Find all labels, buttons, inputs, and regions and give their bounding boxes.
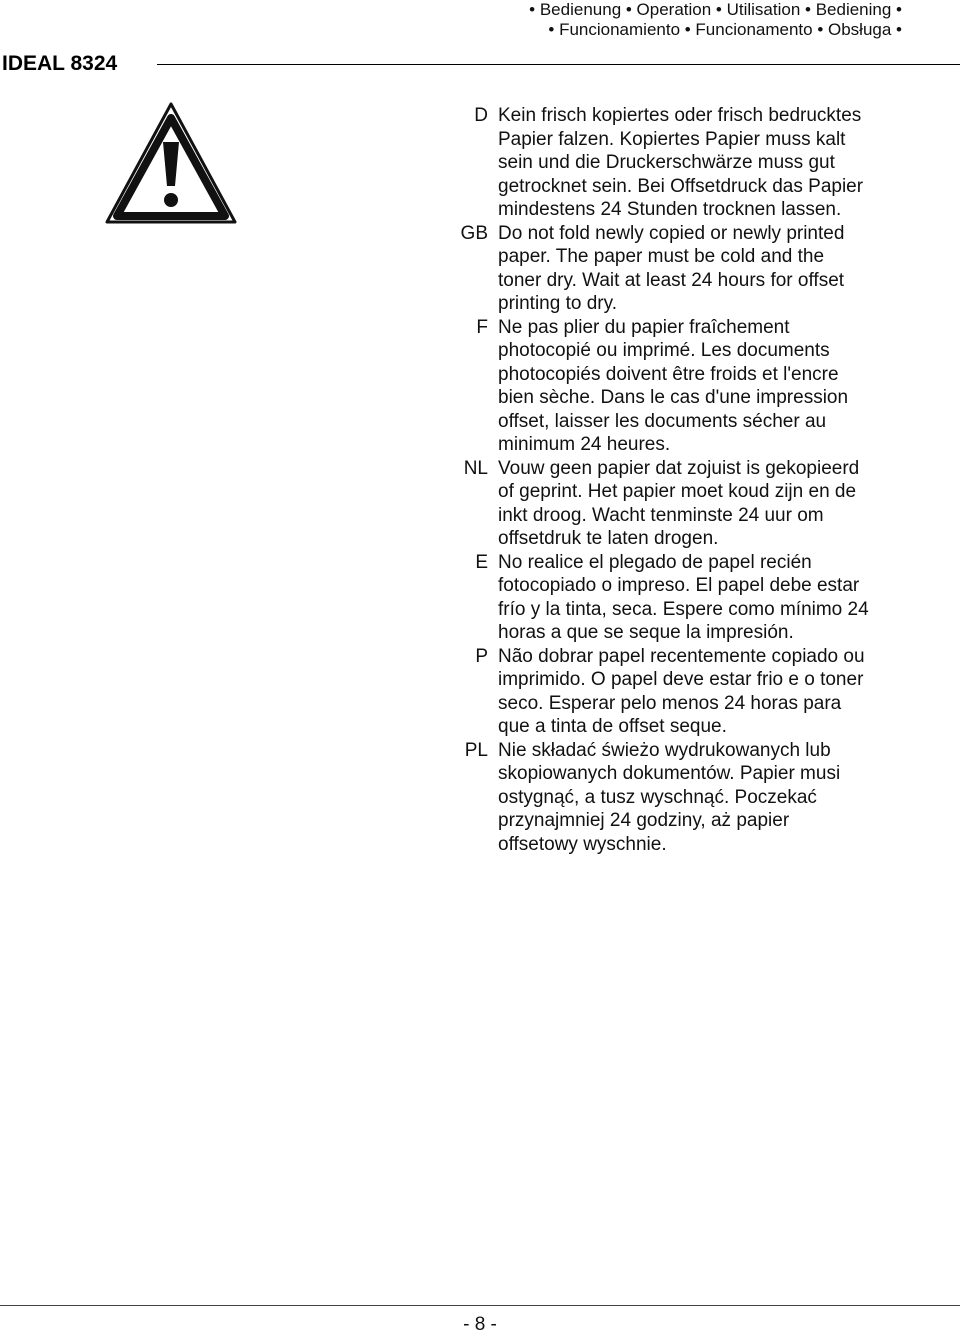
notice-line: fotocopiado o impreso. El papel debe estar	[498, 575, 860, 596]
warning-triangle-exclamation-icon	[101, 98, 241, 228]
language-code: D	[474, 105, 488, 126]
notice-text	[498, 739, 918, 857]
notice-text	[498, 104, 918, 222]
notice-line: imprimido. O papel deve estar frio e o toner	[498, 669, 864, 690]
notice-line: Ne pas plier du papier fraîchement	[498, 316, 790, 338]
notice-line: of geprint. Het papier moet koud zijn en de	[498, 481, 857, 502]
notice-line: offsetdruk te laten drogen.	[498, 528, 719, 549]
notice-line: mindestens 24 Stunden trocknen lassen.	[498, 199, 842, 220]
notice-line: printing to dry.	[498, 293, 617, 314]
footer-divider	[0, 1305, 960, 1306]
notice-line: skopiowanych dokumentów. Papier musi	[498, 763, 841, 784]
notice-line: frío y la tinta, seca. Espere como mínimo 24	[498, 598, 869, 620]
notice-text	[498, 551, 918, 645]
notice-line: minimum 24 heures.	[498, 434, 671, 455]
notice-line: offsetowy wyschnie.	[498, 833, 667, 855]
notice-entry	[452, 457, 922, 551]
language-code: P	[475, 645, 488, 667]
notice-text	[498, 222, 918, 316]
language-code: GB	[460, 222, 488, 244]
language-code: PL	[464, 739, 488, 761]
notice-line: Papier falzen. Kopiertes Papier muss kalt	[498, 128, 846, 150]
model-name: IDEAL 8324	[2, 52, 118, 75]
notice-line: getrocknet sein. Bei Offsetdruck das Papier	[498, 175, 864, 197]
notice-line: Do not fold newly copied or newly printed	[498, 222, 845, 244]
notice-line: Nie składać świeżo wydrukowanych lub	[498, 739, 831, 761]
notice-entry	[452, 222, 922, 316]
notice-entry	[452, 645, 922, 739]
notice-line: photocopié ou imprimé. Les documents	[498, 340, 830, 361]
notice-line: No realice el plegado de papel recién	[498, 551, 812, 573]
safety-notice-list	[452, 104, 922, 856]
notice-text	[498, 645, 918, 739]
notice-line: offset, laisser les documents sécher au	[498, 410, 827, 432]
notice-entry	[452, 551, 922, 645]
notice-line: seco. Esperar pelo menos 24 horas para	[498, 692, 842, 714]
notice-line: Não dobrar papel recentemente copiado ou	[498, 645, 865, 667]
notice-line: przynajmniej 24 godziny, aż papier	[498, 810, 790, 831]
notice-line: bien sèche. Dans le cas d'une impression	[498, 387, 849, 408]
notice-line: sein und die Druckerschwärze muss gut	[498, 152, 835, 173]
notice-entry	[452, 739, 922, 857]
notice-line: que a tinta de offset seque.	[498, 716, 727, 737]
header-languages-line-2: • Funcionamiento • Funcionamento • Obsługa •	[548, 20, 902, 39]
notice-line: inkt droog. Wacht tenminste 24 uur om	[498, 504, 824, 526]
notice-text	[498, 457, 918, 551]
notice-line: toner dry. Wait at least 24 hours for offset	[498, 269, 845, 291]
notice-line: Kein frisch kopiertes oder frisch bedrucktes	[498, 105, 862, 126]
notice-line: Vouw geen papier dat zojuist is gekopieerd	[498, 457, 860, 479]
header-languages-line-1: • Bedienung • Operation • Utilisation • Bediening •	[529, 0, 902, 19]
notice-text	[498, 316, 918, 457]
notice-line: paper. The paper must be cold and the	[498, 246, 825, 267]
language-code: NL	[463, 457, 488, 479]
notice-line: horas a que se seque la impresión.	[498, 622, 794, 643]
language-code: E	[475, 551, 488, 573]
language-code: F	[476, 316, 488, 338]
page-number: - 8 -	[463, 1314, 497, 1335]
notice-line: photocopiés doivent être froids et l'encre	[498, 363, 839, 385]
header-divider	[157, 64, 960, 65]
notice-line: ostygnąć, a tusz wyschnąć. Poczekać	[498, 786, 817, 808]
notice-entry	[452, 316, 922, 457]
notice-entry	[452, 104, 922, 222]
